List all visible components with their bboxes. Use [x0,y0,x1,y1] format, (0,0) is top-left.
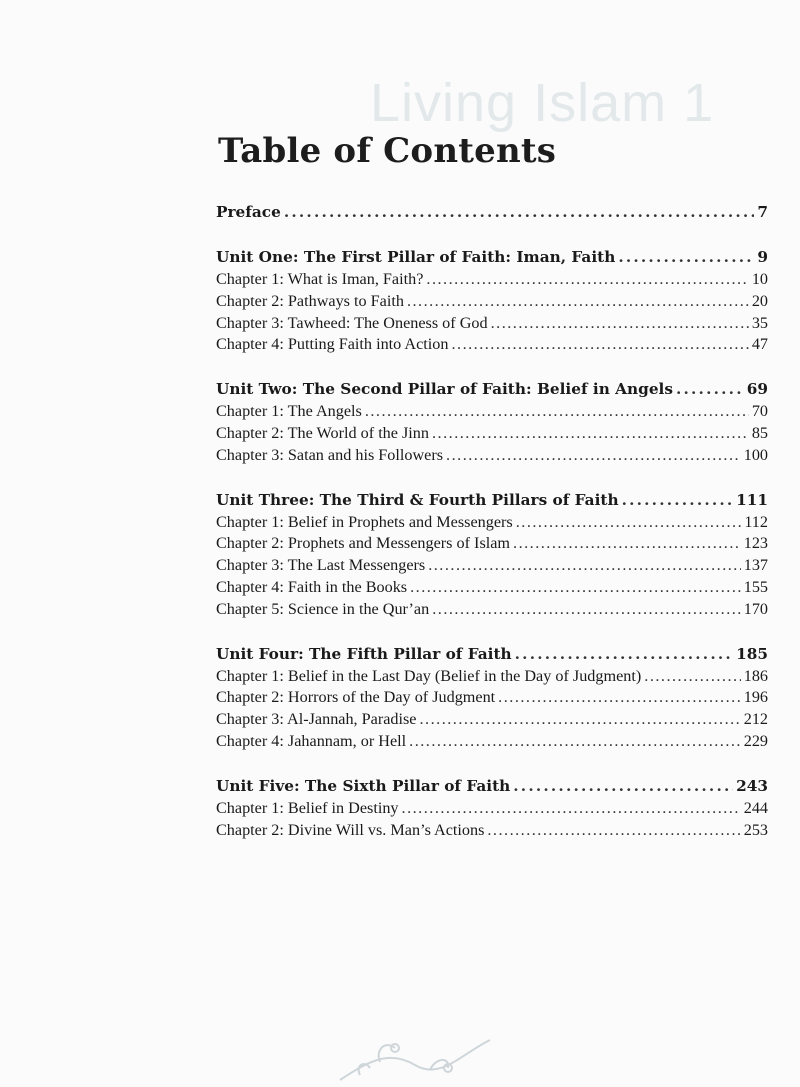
page-number: 20 [751,291,768,310]
toc-chapter-entry [216,313,768,335]
dot-leader [409,731,741,753]
page-title: Table of Contents [218,130,557,171]
toc-unit-heading [216,488,768,512]
dot-leader [407,291,749,313]
dot-leader [432,599,741,621]
unit-heading-label: Unit Five: The Sixth Pillar of Faith [216,776,511,795]
chapter-label: Chapter 1: What is Iman, Faith? [216,270,424,288]
chapter-label: Chapter 4: Faith in the Books [216,577,408,596]
page-number: 186 [743,666,768,685]
page-number: 112 [744,512,768,531]
chapter-label: Chapter 3: Al-Jannah, Paradise [216,710,417,729]
toc-chapter-entry [216,423,768,445]
chapter-label: Chapter 1: Belief in the Last Day (Belief in the Day of Judgment) [216,666,642,685]
page-number: 185 [736,644,768,663]
unit-heading-label: Preface [216,203,281,221]
chapter-label: Chapter 5: Science in the Qur’an [216,599,430,618]
page-number: 35 [751,313,768,332]
toc-chapter-entry [216,401,768,423]
dot-leader [410,577,741,599]
dot-leader [420,709,741,731]
toc-chapter-entry [216,709,768,731]
page-number: 244 [743,798,768,817]
toc-chapter-entry [216,820,768,842]
page-number: 69 [746,380,768,399]
toc-chapter-entry [216,291,768,313]
dot-leader [513,774,733,798]
dot-leader [487,820,740,842]
chapter-label: Chapter 2: The World of the Jinn [216,423,429,442]
dot-leader [491,313,749,335]
page-number: 123 [743,534,768,553]
toc-section [216,488,768,621]
toc-unit-heading [216,377,768,401]
toc-chapter-entry [216,687,768,709]
chapter-label: Chapter 2: Pathways to Faith [216,291,404,310]
chapter-label: Chapter 4: Putting Faith into Action [216,335,449,354]
unit-heading-label: Unit One: The First Pillar of Faith: Iman, Faith [216,248,616,266]
chapter-label: Chapter 1: Belief in Prophets and Messengers [216,512,513,531]
chapter-label: Chapter 1: Belief in Destiny [216,798,399,817]
toc-chapter-entry [216,445,768,467]
floral-ornament-icon [330,1020,500,1087]
dot-leader [618,245,754,269]
toc-chapter-entry [216,577,768,599]
table-of-contents [216,200,768,841]
chapter-label: Chapter 1: The Angels [216,402,362,421]
page-number: 70 [751,402,768,421]
dot-leader [498,687,741,709]
chapter-label: Chapter 2: Horrors of the Day of Judgment [216,688,496,707]
toc-unit-heading [216,642,768,666]
page-number: 47 [751,335,768,354]
toc-chapter-entry [216,666,768,688]
page-number: 111 [736,490,768,509]
toc-section [216,377,768,466]
page-number: 100 [743,445,768,464]
toc-unit-heading [216,200,768,224]
dot-leader [446,445,741,467]
page-number: 229 [743,731,768,750]
dot-leader [365,401,749,423]
toc-chapter-entry [216,798,768,820]
background-title-bleed: Living Islam 1 [370,73,715,133]
unit-heading-label: Unit Two: The Second Pillar of Faith: Belief in Angels [216,380,673,399]
dot-leader [426,269,748,291]
chapter-label: Chapter 4: Jahannam, or Hell [216,731,407,750]
dot-leader [644,666,740,688]
unit-heading-label: Unit Three: The Third & Fourth Pillars of Faith [216,490,619,509]
page-number: 170 [743,599,768,618]
toc-chapter-entry [216,533,768,555]
page-number: 7 [757,203,768,221]
toc-section [216,200,768,224]
chapter-label: Chapter 3: Satan and his Followers [216,445,444,464]
dot-leader [515,642,733,666]
page-number: 212 [743,710,768,729]
page-number: 9 [757,248,768,266]
dot-leader [284,200,755,224]
dot-leader [676,377,744,401]
dot-leader [451,334,748,356]
page-number: 196 [743,688,768,707]
toc-section [216,642,768,753]
toc-chapter-entry [216,731,768,753]
dot-leader [432,423,749,445]
chapter-label: Chapter 2: Prophets and Messengers of Islam [216,534,511,553]
dot-leader [402,798,741,820]
toc-chapter-entry [216,269,768,291]
toc-section [216,774,768,842]
toc-section [216,245,768,356]
page-number: 85 [751,423,768,442]
chapter-label: Chapter 2: Divine Will vs. Man’s Actions [216,820,485,839]
toc-chapter-entry [216,599,768,621]
chapter-label: Chapter 3: The Last Messengers [216,556,426,575]
dot-leader [516,512,742,534]
dot-leader [513,533,741,555]
toc-unit-heading [216,774,768,798]
unit-heading-label: Unit Four: The Fifth Pillar of Faith [216,644,512,663]
page-number: 253 [743,820,768,839]
chapter-label: Chapter 3: Tawheed: The Oneness of God [216,313,488,332]
page-number: 243 [736,776,768,795]
page-number: 137 [743,556,768,575]
page-number: 10 [751,270,768,288]
toc-chapter-entry [216,512,768,534]
dot-leader [428,555,741,577]
toc-chapter-entry [216,555,768,577]
page-number: 155 [743,577,768,596]
dot-leader [622,488,733,512]
toc-unit-heading [216,245,768,269]
toc-chapter-entry [216,334,768,356]
